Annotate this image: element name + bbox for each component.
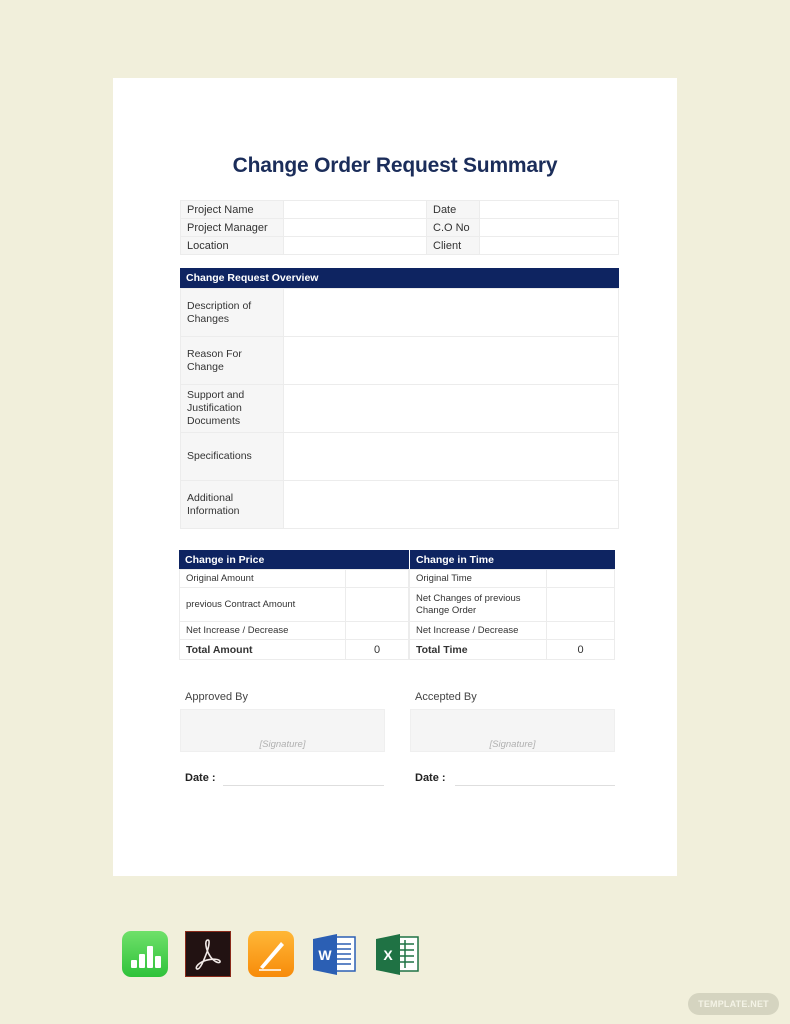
table-row xyxy=(181,201,619,219)
net-increase-price-label: Net Increase / Decrease xyxy=(180,622,346,640)
net-changes-field[interactable] xyxy=(547,588,615,622)
document-page xyxy=(113,78,677,876)
specifications-label: Specifications xyxy=(181,433,284,481)
additional-info-label: Additional Information xyxy=(181,481,284,529)
description-field[interactable] xyxy=(284,289,619,337)
specifications-field[interactable] xyxy=(284,433,619,481)
pdf-icon[interactable] xyxy=(185,931,231,977)
project-manager-label: Project Manager xyxy=(181,219,284,237)
approved-by-label: Approved By xyxy=(185,691,248,703)
time-table xyxy=(409,569,615,660)
table-row xyxy=(410,622,615,640)
table-row xyxy=(180,570,409,588)
net-increase-time-label: Net Increase / Decrease xyxy=(410,622,547,640)
project-info-table xyxy=(180,200,619,255)
previous-contract-amount-field[interactable] xyxy=(346,588,409,622)
approved-date-label: Date : xyxy=(185,772,216,784)
client-field[interactable] xyxy=(480,237,619,255)
date-label: Date xyxy=(427,201,480,219)
original-amount-label: Original Amount xyxy=(180,570,346,588)
table-row xyxy=(410,588,615,622)
project-name-label: Project Name xyxy=(181,201,284,219)
table-row xyxy=(181,433,619,481)
accepted-signature-box[interactable] xyxy=(410,709,615,752)
overview-table xyxy=(180,288,619,529)
approved-date-line[interactable] xyxy=(223,785,384,786)
pages-icon[interactable] xyxy=(248,931,294,977)
svg-text:W: W xyxy=(318,947,332,963)
table-row xyxy=(181,289,619,337)
co-no-label: C.O No xyxy=(427,219,480,237)
table-row xyxy=(180,622,409,640)
excel-icon[interactable] xyxy=(374,931,420,977)
original-amount-field[interactable] xyxy=(346,570,409,588)
table-row xyxy=(181,385,619,433)
description-label: Description of Changes xyxy=(181,289,284,337)
table-row xyxy=(181,337,619,385)
net-increase-price-field[interactable] xyxy=(346,622,409,640)
format-icons xyxy=(122,931,437,977)
table-row xyxy=(180,640,409,660)
date-field[interactable] xyxy=(480,201,619,219)
word-icon[interactable] xyxy=(311,931,357,977)
svg-text:X: X xyxy=(383,947,393,963)
table-row xyxy=(181,237,619,255)
net-increase-time-field[interactable] xyxy=(547,622,615,640)
project-manager-field[interactable] xyxy=(284,219,427,237)
table-row xyxy=(410,570,615,588)
table-row xyxy=(180,588,409,622)
table-row xyxy=(181,481,619,529)
table-row xyxy=(181,219,619,237)
approved-signature-box[interactable] xyxy=(180,709,385,752)
net-changes-label: Net Changes of previous Change Order xyxy=(410,588,547,622)
support-docs-label: Support and Justification Documents xyxy=(181,385,284,433)
accepted-date-line[interactable] xyxy=(455,785,615,786)
total-amount-label: Total Amount xyxy=(180,640,346,660)
original-time-field[interactable] xyxy=(547,570,615,588)
reason-label: Reason For Change xyxy=(181,337,284,385)
numbers-icon[interactable] xyxy=(122,931,168,977)
time-header: Change in Time xyxy=(409,550,615,569)
overview-header: Change Request Overview xyxy=(180,268,619,288)
original-time-label: Original Time xyxy=(410,570,547,588)
accepted-date-label: Date : xyxy=(415,772,446,784)
signature-placeholder: [Signature] xyxy=(489,739,536,750)
additional-info-field[interactable] xyxy=(284,481,619,529)
document-title: Change Order Request Summary xyxy=(232,154,558,177)
total-time-label: Total Time xyxy=(410,640,547,660)
location-label: Location xyxy=(181,237,284,255)
support-docs-field[interactable] xyxy=(284,385,619,433)
table-row xyxy=(410,640,615,660)
co-no-field[interactable] xyxy=(480,219,619,237)
templatenet-watermark: TEMPLATE.NET xyxy=(688,993,779,1015)
previous-contract-amount-label: previous Contract Amount xyxy=(180,588,346,622)
location-field[interactable] xyxy=(284,237,427,255)
total-amount-value: 0 xyxy=(346,640,409,660)
total-time-value: 0 xyxy=(547,640,615,660)
signature-placeholder: [Signature] xyxy=(259,739,306,750)
price-table xyxy=(179,569,409,660)
price-header: Change in Price xyxy=(179,550,409,569)
client-label: Client xyxy=(427,237,480,255)
accepted-by-label: Accepted By xyxy=(415,691,477,703)
project-name-field[interactable] xyxy=(284,201,427,219)
reason-field[interactable] xyxy=(284,337,619,385)
